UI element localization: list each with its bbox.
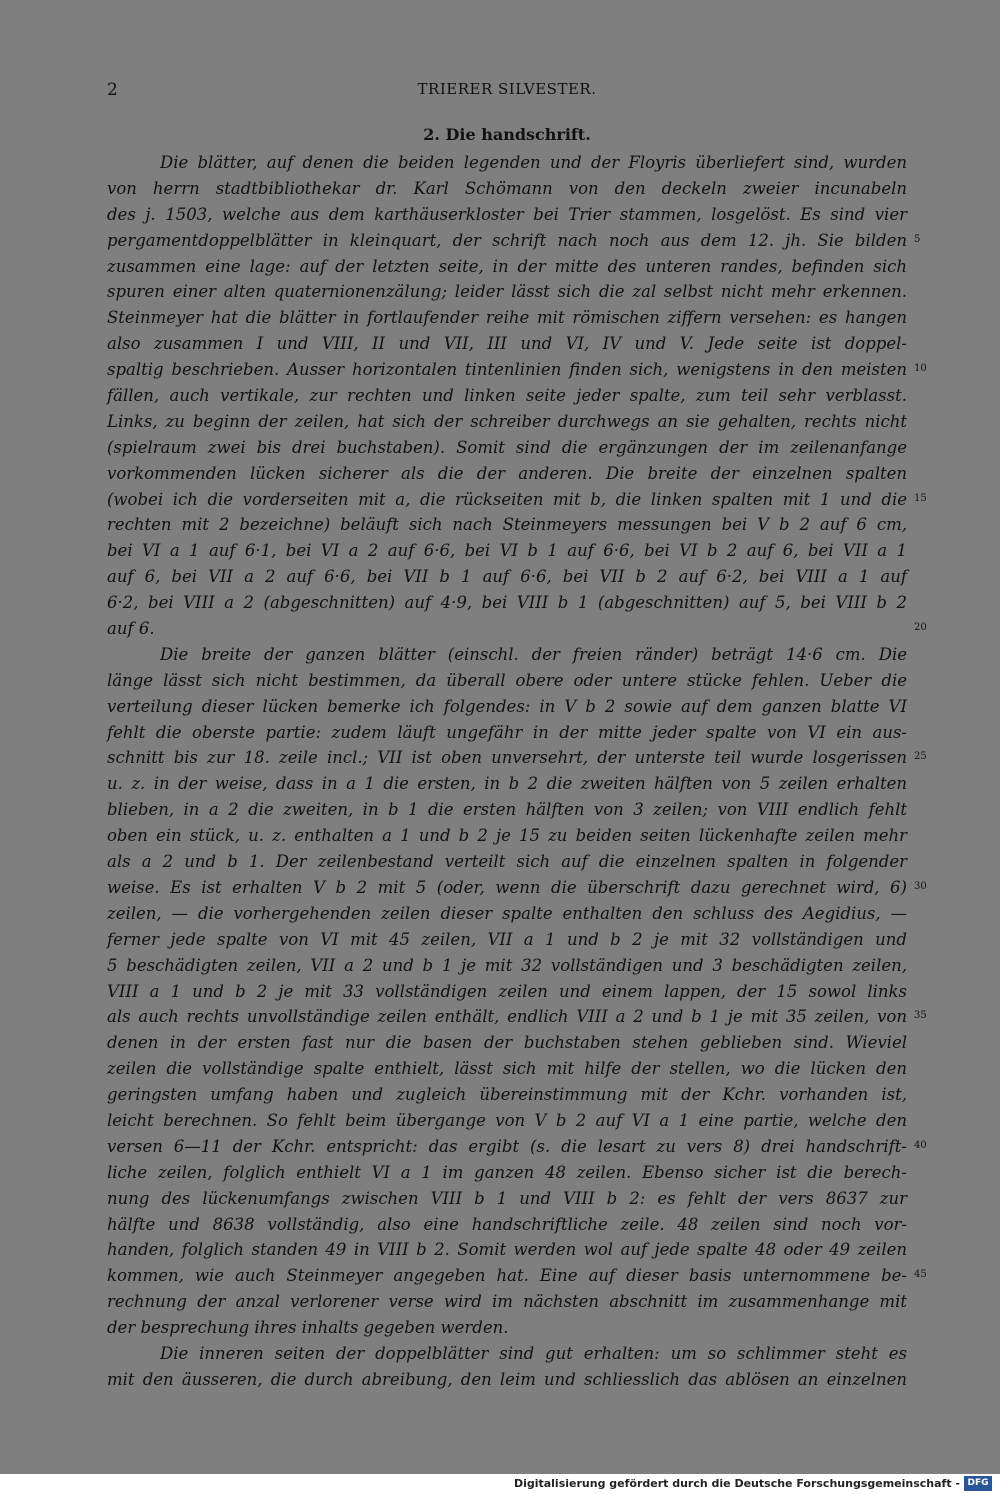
text-line [0, 514, 1000, 540]
text-line [0, 955, 1000, 981]
text-line [0, 799, 1000, 825]
text-line [0, 333, 1000, 359]
text-line [0, 437, 1000, 463]
line-text: pergamentdoppelblätter in kleinquart, der schrift nach noch aus dem 12. jh. Sie bilden [107, 230, 907, 250]
line-number: 35 [914, 1010, 927, 1022]
line-text: blieben, in a 2 die zweiten, in b 1 die ersten hälften von 3 zeilen; von VIII endlich fehlt [107, 800, 907, 820]
page-number: 2 [107, 80, 118, 100]
text-line [0, 1136, 1000, 1162]
text-line [0, 489, 1000, 515]
line-number: 15 [914, 492, 927, 504]
text-line [0, 385, 1000, 411]
line-text: vorkommenden lücken sicherer als die der anderen. Die breite der einzelnen spalten [107, 463, 907, 483]
text-line [0, 411, 1000, 437]
line-text: versen 6—11 der Kchr. entspricht: das ergibt (s. die lesart zu vers 8) drei handschrift- [107, 1136, 907, 1156]
text-line [0, 592, 1000, 618]
body-text [0, 152, 1000, 1395]
line-text: ferner jede spalte von VI mit 45 zeilen, VII a 1 und b 2 je mit 32 vollständigen und [107, 929, 907, 949]
text-line [0, 256, 1000, 282]
line-text: länge lässt sich nicht bestimmen, da überall obere oder untere stücke fehlen. Ueber die [107, 670, 907, 690]
text-line [0, 981, 1000, 1007]
text-line [0, 722, 1000, 748]
text-line [0, 1162, 1000, 1188]
text-line [0, 670, 1000, 696]
line-text: Links, zu beginn der zeilen, hat sich der schreiber durchwegs an sie gehalten, rechts nicht [107, 411, 907, 431]
line-text: 6·2, bei VIII a 2 (abgeschnitten) auf 4·9, bei VIII b 1 (abgeschnitten) auf 5, bei VIII b 2 [107, 593, 907, 613]
footer-credit: Digitalisierung gefördert durch die Deutsche Forschungsgemeinschaft - [513, 1477, 960, 1490]
line-text: zusammen eine lage: auf der letzten seite, in der mitte des unteren randes, befinden sich [107, 256, 907, 276]
text-line [0, 1291, 1000, 1317]
line-text: schnitt bis zur 18. zeile incl.; VII ist oben unversehrt, der unterste teil wurde losgerissen [107, 748, 907, 768]
line-number: 25 [914, 751, 927, 763]
text-line [0, 1188, 1000, 1214]
text-line [0, 825, 1000, 851]
line-text: Die blätter, auf denen die beiden legenden und der Floyris überliefert sind, wurden [160, 153, 907, 172]
text-line [0, 178, 1000, 204]
text-line [0, 1110, 1000, 1136]
line-text: mit den äusseren, die durch abreibung, den leim und schliesslich das ablösen an einzelnen [107, 1369, 907, 1389]
line-text: spuren einer alten quaternionenzälung; leider lässt sich die zal selbst nicht mehr erkennen. [107, 282, 907, 302]
running-title: TRIERER SILVESTER. [417, 80, 597, 98]
line-text: (wobei ich die vorderseiten mit a, die rückseiten mit b, die linken spalten mit 1 und die [107, 489, 907, 509]
line-number: 5 [914, 233, 921, 245]
line-text: rechnung der anzal verlorener verse wird im nächsten abschnitt im zusammenhange mit [107, 1292, 907, 1312]
line-text: auf 6. [107, 619, 155, 639]
text-line [0, 566, 1000, 592]
text-line [0, 1006, 1000, 1032]
line-text: 5 beschädigten zeilen, VII a 2 und b 1 je mit 32 vollständigen und 3 beschädigten zeilen, [107, 955, 907, 975]
text-line [0, 152, 1000, 178]
line-number: 45 [914, 1269, 927, 1281]
line-number: 30 [914, 880, 927, 892]
line-text: Die inneren seiten der doppelblätter sind gut erhalten: um so schlimmer steht es [160, 1343, 907, 1363]
line-text: geringsten umfang haben und zugleich übereinstimmung mit der Kchr. vorhanden ist, [107, 1085, 907, 1105]
text-line [0, 307, 1000, 333]
text-line [0, 463, 1000, 489]
line-text: denen in der ersten fast nur die basen der buchstaben stehen geblieben sind. Wieviel [107, 1033, 907, 1053]
text-line [0, 1317, 1000, 1343]
line-text: Die breite der ganzen blätter (einschl. der freien ränder) beträgt 14·6 cm. Die [160, 644, 907, 664]
text-line [0, 696, 1000, 722]
line-text: als auch rechts unvollständige zeilen enthält, endlich VIII a 2 und b 1 je mit 35 zeilen, von [107, 1007, 907, 1027]
page-header [107, 80, 907, 104]
line-text: als a 2 und b 1. Der zeilenbestand verteilt sich auf die einzelnen spalten in folgender [107, 852, 907, 872]
text-line [0, 1084, 1000, 1110]
line-text: spaltig beschrieben. Ausser horizontalen tintenlinien finden sich, wenigstens in den meisten [107, 360, 907, 380]
line-text: des j. 1503, welche aus dem karthäuserkloster bei Trier stammen, losgelöst. Es sind vier [107, 204, 907, 224]
line-text: fällen, auch vertikale, zur rechten und linken seite jeder spalte, zum teil sehr verblasst. [107, 386, 907, 406]
line-text: u. z. in der weise, dass in a 1 die ersten, in b 2 die zweiten hälften von 5 zeilen erhalten [107, 774, 907, 794]
text-line [0, 618, 1000, 644]
text-line [0, 1058, 1000, 1084]
line-text: leicht berechnen. So fehlt beim übergange von V b 2 auf VI a 1 eine partie, welche den [107, 1110, 907, 1130]
line-text: (spielraum zwei bis drei buchstaben). Somit sind die ergänzungen der im zeilenanfange [107, 437, 907, 457]
dfg-logo: DFG [964, 1476, 992, 1491]
line-number: 40 [914, 1139, 927, 1151]
line-text: handen, folglich standen 49 in VIII b 2. Somit werden wol auf jede spalte 48 oder 49 zeilen [107, 1240, 907, 1260]
text-line [0, 204, 1000, 230]
line-text: liche zeilen, folglich enthielt VI a 1 im ganzen 48 zeilen. Ebenso sicher ist die berech- [107, 1162, 907, 1182]
line-text: von herrn stadtbibliothekar dr. Karl Schömann von den deckeln zweier incunabeln [107, 178, 907, 198]
line-text: fehlt die oberste partie: zudem läuft ungefähr in der mitte jeder spalte von VI ein aus- [107, 722, 907, 742]
text-line [0, 644, 1000, 670]
line-text: bei VI a 1 auf 6·1, bei VI a 2 auf 6·6, bei VI b 1 auf 6·6, bei VI b 2 auf 6, bei VII a 1 [107, 541, 907, 561]
text-line [0, 1369, 1000, 1395]
line-text: der besprechung ihres inhalts gegeben werden. [107, 1318, 509, 1338]
line-text: also zusammen I und VIII, II und VII, III und VI, IV und V. Jede seite ist doppel- [107, 334, 907, 354]
text-line [0, 281, 1000, 307]
text-line [0, 1239, 1000, 1265]
line-text: Steinmeyer hat die blätter in fortlaufender reihe mit römischen ziffern versehen: es hangen [107, 308, 907, 328]
line-number: 10 [914, 363, 927, 375]
line-text: zeilen die vollständige spalte enthielt, lässt sich mit hilfe der stellen, wo die lücken den [107, 1059, 907, 1079]
text-line [0, 747, 1000, 773]
line-text: weise. Es ist erhalten V b 2 mit 5 (oder, wenn die überschrift dazu gerechnet wird, 6) [107, 877, 907, 897]
text-line [0, 540, 1000, 566]
text-line [0, 851, 1000, 877]
text-line [0, 1032, 1000, 1058]
line-text: auf 6, bei VII a 2 auf 6·6, bei VII b 1 auf 6·6, bei VII b 2 auf 6·2, bei VIII a 1 auf [107, 567, 907, 587]
footer-bar [0, 1474, 1000, 1494]
line-text: verteilung dieser lücken bemerke ich folgendes: in V b 2 sowie auf dem ganzen blatte VI [107, 696, 907, 716]
text-line [0, 903, 1000, 929]
section-title: 2. Die handschrift. [423, 125, 591, 144]
text-line [0, 1265, 1000, 1291]
line-text: hälfte und 8638 vollständig, also eine handschriftliche zeile. 48 zeilen sind noch vor- [107, 1214, 907, 1234]
line-text: nung des lückenumfangs zwischen VIII b 1 und VIII b 2: es fehlt der vers 8637 zur [107, 1188, 907, 1208]
line-text: zeilen, — die vorhergehenden zeilen dieser spalte enthalten den schluss des Aegidius, — [107, 903, 907, 923]
text-line [0, 929, 1000, 955]
line-text: rechten mit 2 bezeichne) beläuft sich nach Steinmeyers messungen bei V b 2 auf 6 cm, [107, 515, 907, 535]
line-text: oben ein stück, u. z. enthalten a 1 und b 2 je 15 zu beiden seiten lückenhafte zeilen mehr [107, 826, 907, 846]
text-line [0, 773, 1000, 799]
text-line [0, 230, 1000, 256]
line-text: VIII a 1 und b 2 je mit 33 vollständigen zeilen und einem lappen, der 15 sowol links [107, 981, 907, 1001]
text-line [0, 1343, 1000, 1369]
line-number: 20 [914, 622, 927, 634]
line-text: kommen, wie auch Steinmeyer angegeben hat. Eine auf dieser basis unternommene be- [107, 1266, 907, 1286]
text-line [0, 1214, 1000, 1240]
text-line [0, 877, 1000, 903]
text-line [0, 359, 1000, 385]
